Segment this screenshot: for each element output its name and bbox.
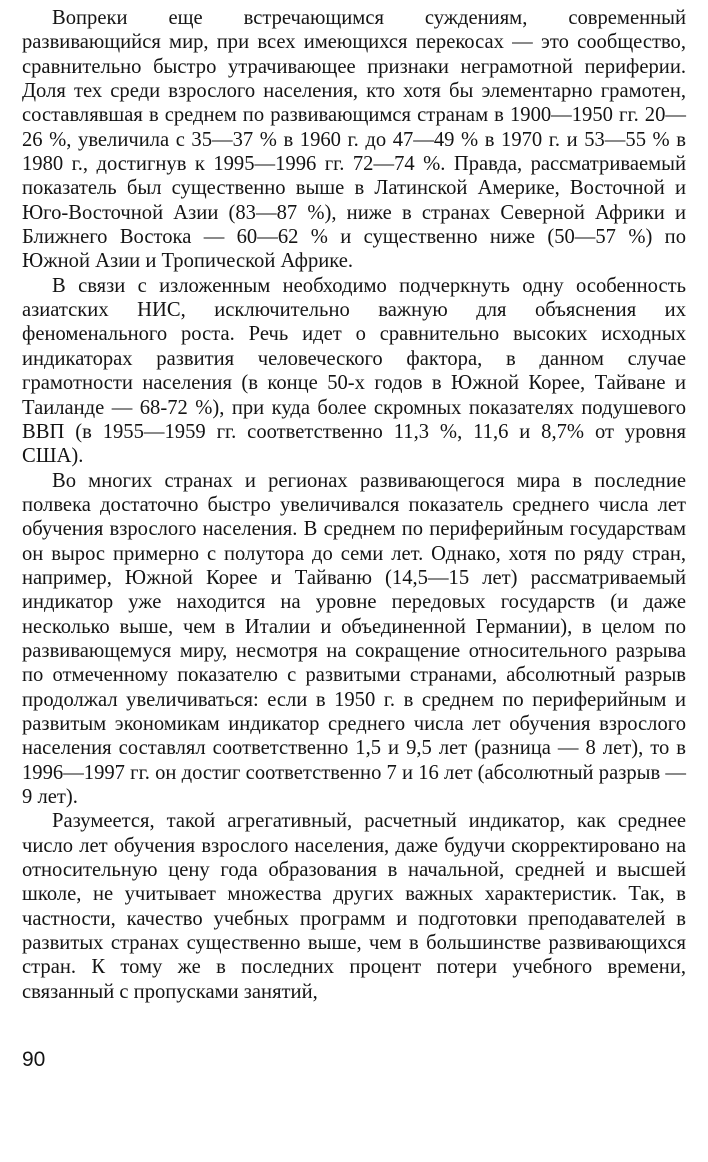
paragraph-asian-nics: В связи с изложенным необходимо подчеркнуть одну особенность азиатских НИС, исключительно важную для объяснения их феноменального роста. Речь идет о сравнительно высоких исходных индикаторах развития человеческого фактора, в данном случае грамотности населения (в конце 50-х годов в Южной Корее, Тайване и Таиланде — 68-72 %), при куда более скромных показателях подушевого ВВП (в 1955—1959 гг. соответственно 11,3 %, 11,6 и 8,7% от уровня США). xyxy=(22,274,686,468)
paragraph-literacy: Вопреки еще встречающимся суждениям, современный развивающийся мир, при всех имеющихся перекосах — это сообщество, сравнительно быстро утрачивающее признаки неграмотной периферии. Доля тех среди взрослого населения, кто хотя бы элементарно грамотен, составлявшая в среднем по развивающимся странам в 1900—1950 гг. 20—26 %, увеличила с 35—37 % в 1960 г. до 47—49 % в 1970 г. и 53—55 % в 1980 г., достигнув к 1995—1996 гг. 72—74 %. Правда, рассматриваемый показатель был существенно выше в Латинской Америке, Восточной и Юго-Восточной Азии (83—87 %), ниже в странах Северной Африки и Ближнего Востока — 60—62 % и существенно ниже (50—57 %) по Южной Азии и Тропической Африке. xyxy=(22,7,686,273)
page-number: 90 xyxy=(22,1048,46,1071)
paragraph-aggregate-indicator: Разумеется, такой агрегативный, расчетный индикатор, как среднее число лет обучения взрослого населения, даже будучи скорректировано на относительную цену года образования в начальной, средней и высшей школе, не учитывает множества других важных характеристик. Так, в частности, качество учебных программ и подготовки преподавателей в развитых странах существенно выше, чем в большинстве развивающихся стран. К тому же в последних процент потери учебного времени, связанный с пропусками занятий, xyxy=(22,810,686,1003)
paragraph-years-of-schooling: Во многих странах и регионах развивающегося мира в последние полвека достаточно быстро увеличивался показатель среднего числа лет обучения взрослого населения. В среднем по периферийным государствам он вырос примерно с полутора до семи лет. Однако, хотя по ряду стран, например, Южной Корее и Тайваню (14,5—15 лет) рассматриваемый индикатор уже находится на уровне передовых государств (и даже несколько выше, чем в Италии и объединенной Германии), в целом по развивающемуся миру, несмотря на сокращение относительного разрыва по отмеченному показателю с развитыми странами, абсолютный разрыв продолжал увеличиваться: если в 1950 г. в среднем по периферийным и развитым экономикам индикатор среднего числа лет обучения взрослого населения составлял соответственно 1,5 и 9,5 лет (разница — 8 лет), то в 1996—1997 гг. он достиг соответственно 7 и 16 лет (абсолютный разрыв — 9 лет). xyxy=(22,469,686,808)
